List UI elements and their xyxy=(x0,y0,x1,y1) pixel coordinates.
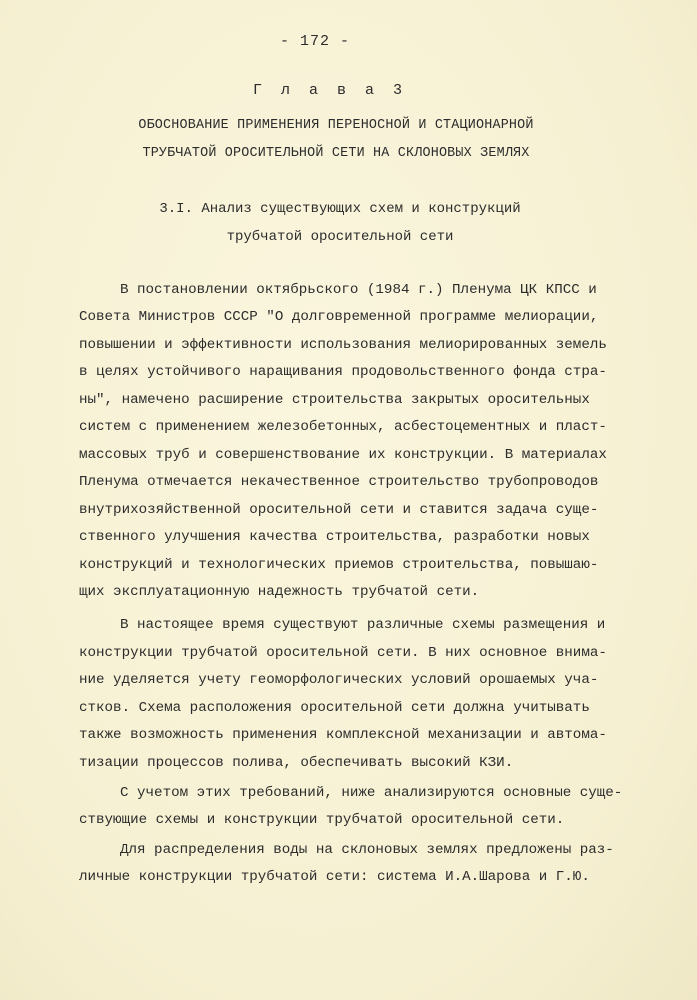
text-line: тизации процессов полива, обеспечивать высокий КЗИ. xyxy=(79,755,514,771)
text-line: Совета Министров СССР "О долговременной программе мелиорации, xyxy=(79,309,599,325)
text-line: ние уделяется учету геоморфологических условий орошаемых уча- xyxy=(79,672,599,688)
text-line: личные конструкции трубчатой сети: система И.А.Шарова и Г.Ю. xyxy=(79,869,590,885)
text-line: В настоящее время существуют различные схемы размещения и xyxy=(120,617,606,633)
text-line: повышении и эффективности использования мелиорированных земель xyxy=(79,337,607,353)
text-line: щих эксплуатационную надежность трубчатой сети. xyxy=(79,584,480,600)
text-line: ственного улучшения качества строительства, разработки новых xyxy=(79,529,590,545)
text-line: ствующие схемы и конструкции трубчатой оросительной сети. xyxy=(79,812,565,828)
text-line: стков. Схема расположения оросительной сети должна учитывать xyxy=(79,700,590,716)
text-line: также возможность применения комплексной механизации и автома- xyxy=(79,727,607,743)
text-line: С учетом этих требований, ниже анализируются основные суще- xyxy=(120,785,623,801)
text-line: в целях устойчивого наращивания продовольственного фонда стра- xyxy=(79,364,607,380)
section-title-line: трубчатой оросительной сети xyxy=(226,229,454,245)
chapter-label: Г л а в а 3 xyxy=(252,82,408,99)
page-number: - 172 - xyxy=(279,33,350,50)
text-line: Пленума отмечается некачественное строительство трубопроводов xyxy=(79,474,599,490)
text-line: Для распределения воды на склоновых землях предложены раз- xyxy=(120,842,614,858)
chapter-title-line: ОБОСНОВАНИЕ ПРИМЕНЕНИЯ ПЕРЕНОСНОЙ И СТАЦИОНАРНОЙ xyxy=(138,118,534,133)
text-line: массовых труб и совершенствование их конструкции. В материалах xyxy=(79,447,607,463)
text-line: систем с применением железобетонных, асбестоцементных и пласт- xyxy=(79,419,607,435)
text-line: конструкций и технологических приемов строительства, повышаю- xyxy=(79,557,599,573)
text-line: внутрихозяйственной оросительной сети и ставится задача суще- xyxy=(79,502,599,518)
text-line: ны", намечено расширение строительства закрытых оросительных xyxy=(79,392,590,408)
text-line: конструкции трубчатой оросительной сети. В них основное внима- xyxy=(79,645,607,661)
text-line: В постановлении октябрьского (1984 г.) Пленума ЦК КПСС и xyxy=(120,282,597,298)
section-title-line: 3.I. Анализ существующих схем и конструкций xyxy=(159,201,521,217)
chapter-title-line: ТРУБЧАТОЙ ОРОСИТЕЛЬНОЙ СЕТИ НА СКЛОНОВЫХ ЗЕМЛЯХ xyxy=(142,146,530,161)
